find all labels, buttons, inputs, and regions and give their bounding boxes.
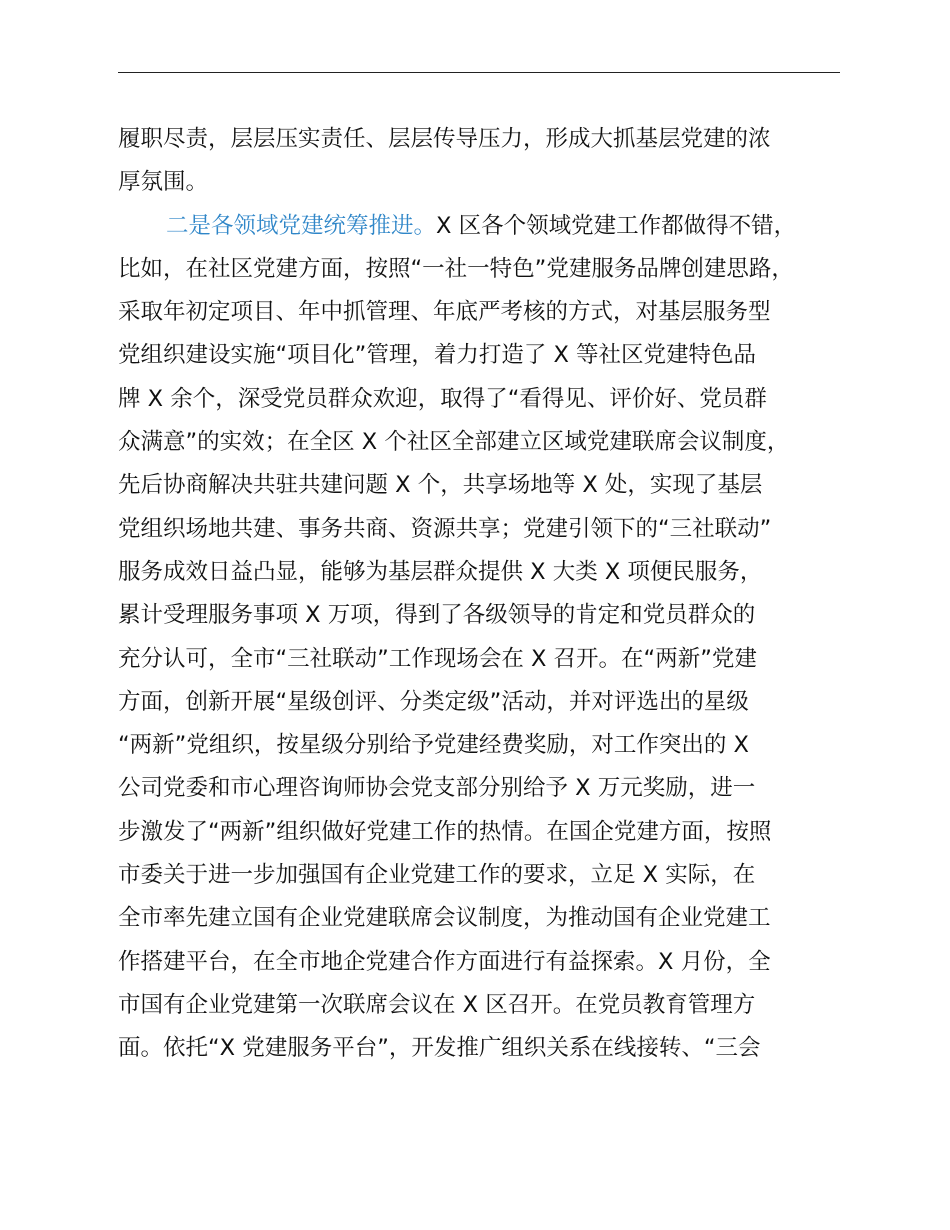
text-line: 市委关于进一步加强国有企业党建工作的要求，立足 X 实际，在 [118, 862, 756, 889]
text-line: X 区各个领域党建工作都做得不错， [436, 212, 797, 239]
text-line: 公司党委和市心理咨询师协会党支部分别给予 X 万元奖励，进一 [118, 775, 756, 802]
text-line: 采取年初定项目、年中抓管理、年底严考核的方式，对基层服务型 [118, 299, 771, 326]
text-line: 履职尽责，层层压实责任、层层传导压力，形成大抓基层党建的浓 [118, 126, 771, 152]
body-text [118, 118, 848, 1071]
text-line: 比如，在社区党建方面，按照“一社一特色”党建服务品牌创建思路， [118, 255, 794, 282]
header-rule [118, 72, 840, 73]
text-line: 全市率先建立国有企业党建联席会议制度，为推动国有企业党建工 [118, 905, 771, 932]
text-line: 作搭建平台，在全市地企党建合作方面进行有益探索。X 月份，全 [118, 948, 771, 975]
text-line: “两新”党组织，按星级分别给予党建经费奖励，对工作突出的 X [118, 732, 749, 759]
text-line: 步激发了“两新”组织做好党建工作的热情。在国企党建方面，按照 [118, 818, 772, 845]
text-line: 先后协商解决共驻共建问题 X 个，共享场地等 X 处，实现了基层 [118, 472, 763, 499]
text-line: 厚氛围。 [118, 169, 209, 196]
text-line: 众满意”的实效；在全区 X 个社区全部建立区域党建联席会议制度， [118, 429, 790, 456]
section-heading: 二是各领域党建统筹推进。 [166, 212, 437, 239]
text-line: 充分认可，全市“三社联动”工作现场会在 X 召开。在“两新”党建 [118, 645, 757, 672]
text-line: 党组织场地共建、事务共商、资源共享；党建引领下的“三社联动” [118, 515, 772, 542]
text-line: 方面，创新开展“星级创评、分类定级”活动，并对评选出的星级 [118, 688, 749, 715]
text-line: 面。依托“X 党建服务平台”，开发推广组织关系在线接转、“三会 [118, 1035, 761, 1062]
text-line: 累计受理服务事项 X 万项，得到了各级领导的肯定和党员群众的 [118, 602, 756, 629]
text-line: 服务成效日益凸显，能够为基层群众提供 X 大类 X 项便民服务， [118, 558, 763, 585]
text-line: 市国有企业党建第一次联席会议在 X 区召开。在党员教育管理方 [118, 991, 756, 1018]
paragraph-start-line [118, 205, 848, 248]
text-line: 党组织建设实施“项目化”管理，着力打造了 X 等社区党建特色品 [118, 342, 757, 369]
text-line: 牌 X 余个，深受党员群众欢迎，取得了“看得见、评价好、党员群 [118, 385, 767, 412]
